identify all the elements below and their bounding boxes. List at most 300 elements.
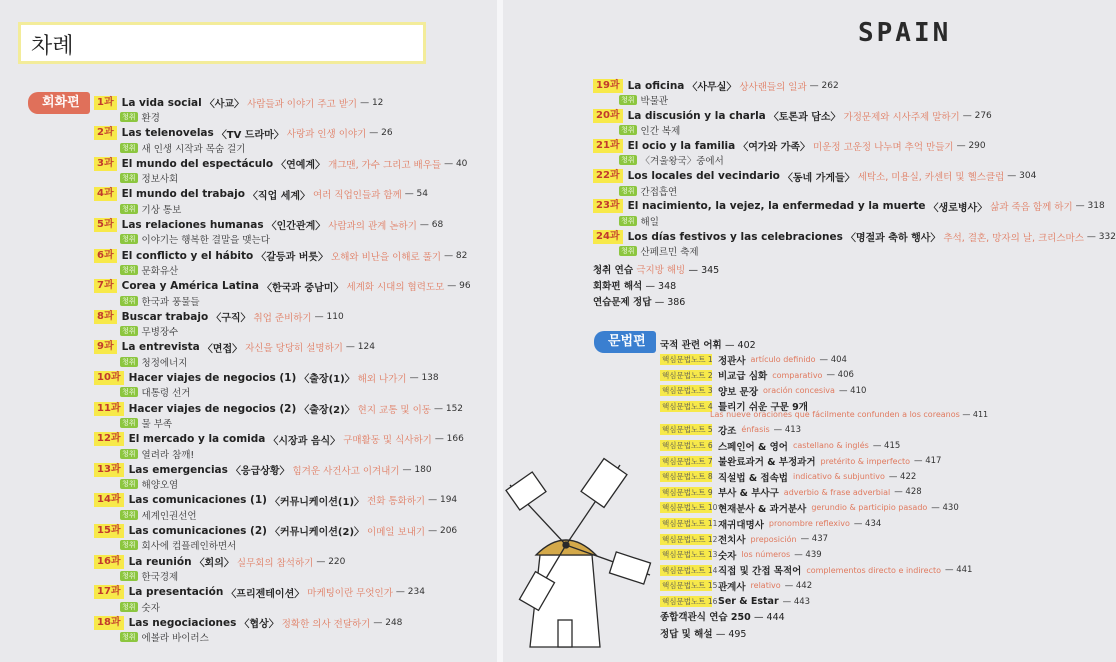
listening-topic: 간접흡연 — [640, 186, 678, 198]
lesson-title-es: Las relaciones humanas — [121, 218, 264, 231]
lesson-title-row — [94, 585, 494, 600]
grammar-note-badge: 핵심문법노트 9 — [662, 487, 713, 497]
lesson-number-badge: 12과 — [94, 432, 124, 446]
lesson-title-kr: 〈회의〉 — [194, 558, 234, 569]
lesson-page: — 138 — [409, 372, 439, 383]
grammar-note-title: 관계사 — [718, 581, 746, 593]
lesson-title-kr: 〈생로병사〉 — [928, 202, 988, 214]
grammar-note-item[interactable] — [660, 516, 881, 531]
lesson-item[interactable] — [593, 229, 1116, 258]
lesson-item[interactable] — [94, 401, 494, 430]
section-tag-conversation: 회화편 — [28, 92, 90, 114]
lesson-title-row — [94, 279, 494, 294]
lesson-listening-row — [593, 214, 993, 228]
listening-topic: 열려라 참깨! — [141, 449, 195, 461]
lesson-item[interactable] — [94, 340, 494, 369]
lesson-title-kr: 〈한국과 중남미〉 — [261, 282, 344, 294]
lesson-listening-row — [94, 263, 494, 277]
lesson-title-kr: 〈토론과 담소〉 — [768, 112, 841, 124]
lesson-subtitle: 취업 준비하기 — [253, 312, 312, 324]
lesson-title-kr: 〈커뮤니케이션(2)〉 — [269, 527, 365, 539]
lesson-item[interactable] — [94, 187, 494, 216]
lesson-page: — 276 — [962, 110, 992, 121]
lesson-page: — 180 — [402, 464, 432, 475]
lesson-page: — 96 — [447, 281, 471, 292]
lesson-listening-row — [593, 123, 993, 137]
lesson-item[interactable] — [94, 370, 494, 399]
lesson-title-row — [593, 78, 993, 93]
lesson-title-es: La reunión — [128, 555, 192, 568]
lesson-subtitle: 상사랜들의 일과 — [739, 81, 807, 93]
listening-chip: 청취 — [122, 143, 136, 152]
grammar-note-badge: 핵심문법노트 6 — [662, 441, 713, 450]
listening-topic: 숫자 — [141, 602, 160, 614]
lesson-title-row — [94, 432, 494, 447]
lesson-title-row — [94, 187, 494, 202]
listening-topic: 회사에 컴플레인하면서 — [141, 541, 237, 553]
lesson-page: — 304 — [1007, 171, 1037, 182]
lesson-title-row — [593, 108, 993, 123]
grammar-note-subtitle: indicativo & subjuntivo — [792, 472, 885, 482]
lesson-item[interactable] — [94, 462, 494, 491]
lesson-listening-row — [593, 184, 993, 198]
lesson-title-row — [94, 493, 494, 508]
lesson-number-badge: 14과 — [94, 493, 124, 507]
listening-topic: 기상 통보 — [141, 204, 182, 216]
extra-page: — 386 — [654, 297, 686, 308]
lesson-listening-row — [94, 202, 494, 216]
listening-chip: 청취 — [621, 96, 635, 104]
extra-item[interactable] — [593, 262, 719, 276]
lesson-title-es: Las telenovelas — [121, 127, 214, 140]
grammar-note-title: 현재분사 & 과거분사 — [718, 503, 807, 515]
listening-chip: 청취 — [621, 126, 635, 135]
lesson-subtitle: 구매활동 및 식사하기 — [343, 435, 432, 447]
lesson-item[interactable] — [94, 217, 494, 246]
lesson-title-es: El ocio y la familia — [627, 139, 736, 152]
grammar-note-title: 재귀대명사 — [718, 519, 764, 531]
lesson-page: — 332 — [1086, 231, 1116, 242]
grammar-note-badge: 핵심문법노트 16 — [662, 597, 718, 606]
lesson-listening-row — [94, 232, 494, 246]
listening-chip: 청취 — [122, 266, 136, 274]
lesson-listening-row — [94, 630, 494, 644]
grammar-note-badge: 핵심문법노트 13 — [662, 550, 718, 560]
lesson-number-badge: 20과 — [593, 109, 623, 123]
windmill-illustration — [500, 455, 660, 655]
listening-topic: 정보사회 — [141, 174, 179, 186]
lesson-item[interactable] — [94, 95, 494, 124]
lesson-page: — 26 — [369, 128, 393, 139]
extra-page: — 345 — [688, 265, 720, 276]
lesson-number-badge: 7과 — [94, 279, 117, 293]
grammar-note-page: — 434 — [853, 518, 882, 529]
lesson-number-badge: 21과 — [593, 139, 623, 153]
lesson-title-kr: 〈프리젠테이션〉 — [226, 588, 305, 600]
lesson-listening-row — [94, 171, 494, 185]
listening-chip: 청취 — [122, 602, 136, 611]
lesson-title-es: El mundo del trabajo — [121, 188, 245, 201]
lesson-page: — 82 — [444, 250, 468, 261]
lesson-title-row — [94, 156, 494, 171]
lesson-title-es: El mundo del espectáculo — [121, 157, 274, 170]
grammar-note-page: — 442 — [784, 580, 813, 591]
lesson-item[interactable] — [94, 126, 494, 155]
lesson-page: — 194 — [428, 495, 458, 506]
lesson-title-row — [593, 138, 993, 153]
lesson-listening-row — [593, 244, 993, 258]
extra-highlight: 극지방 해빙 — [636, 265, 686, 276]
listening-topic: 청정에너지 — [141, 357, 188, 369]
lesson-number-badge: 1과 — [94, 96, 117, 110]
listening-chip: 청취 — [122, 174, 136, 183]
lesson-item[interactable] — [593, 78, 993, 107]
lesson-item[interactable] — [94, 493, 494, 522]
lesson-title-row — [94, 95, 494, 110]
listening-chip: 청취 — [122, 633, 136, 642]
grammar-note-item[interactable] — [660, 547, 822, 562]
lesson-subtitle: 해외 나가기 — [357, 373, 407, 385]
listening-chip: 청취 — [122, 357, 136, 366]
lesson-number-badge: 6과 — [94, 249, 117, 263]
lesson-listening-row — [94, 110, 494, 124]
lesson-title-row — [94, 248, 494, 263]
final-label: 정답 및 해설 — [660, 629, 713, 640]
lesson-item[interactable] — [94, 279, 494, 308]
grammar-note-title: 불완료과거 & 부정과거 — [718, 457, 816, 469]
grammar-note-subtitle: complementos directo e indirecto — [806, 565, 942, 575]
lesson-listening-row — [593, 93, 993, 107]
grammar-note-badge: 핵심문법노트 1 — [662, 355, 713, 364]
lesson-item[interactable] — [94, 309, 494, 338]
grammar-note-title: Ser & Estar — [718, 596, 779, 607]
listening-topic: 박물관 — [640, 96, 669, 107]
lesson-title-kr: 〈시장과 음식〉 — [268, 435, 341, 447]
listening-chip: 청취 — [122, 480, 136, 489]
grammar-note-item[interactable] — [660, 454, 941, 469]
grammar-note-subtitle: gerundio & participio pasado — [811, 503, 928, 513]
lesson-number-badge: 18과 — [94, 616, 124, 630]
lesson-title-row — [593, 199, 1105, 214]
grammar-note-badge: 핵심문법노트 8 — [662, 472, 713, 482]
grammar-note-page: — 406 — [826, 370, 854, 381]
lesson-title-kr: 〈출장(2)〉 — [299, 405, 355, 416]
listening-topic: 물 부족 — [141, 419, 173, 430]
lesson-title-es: La discusión y la charla — [627, 109, 766, 122]
grammar-note-badge: 핵심문법노트 14 — [662, 565, 718, 575]
lesson-page: — 318 — [1075, 201, 1105, 212]
final-item[interactable] — [660, 609, 785, 623]
lesson-page: — 40 — [444, 158, 468, 169]
lesson-title-row — [94, 401, 494, 416]
grammar-note-item[interactable] — [660, 594, 810, 609]
listening-topic: 대통령 선거 — [141, 388, 191, 400]
listening-topic: 해일 — [640, 216, 659, 228]
grammar-note-page: — 413 — [773, 424, 802, 435]
lesson-title-kr: 〈동네 가게들〉 — [782, 172, 855, 184]
grammar-note-subtitle: los números — [741, 550, 791, 560]
listening-topic: 에볼라 바이러스 — [141, 633, 209, 645]
lesson-title-es: La oficina — [627, 79, 685, 92]
lesson-title-kr: 〈사교〉 — [204, 99, 245, 110]
lesson-title-kr: 〈명절과 축하 행사〉 — [845, 233, 941, 244]
lesson-number-badge: 2과 — [94, 126, 117, 140]
lesson-number-badge: 13과 — [94, 463, 124, 477]
lesson-listening-row — [94, 477, 494, 491]
lesson-title-kr: 〈협상〉 — [239, 619, 279, 631]
grammar-note-item[interactable] — [660, 368, 854, 383]
lesson-page: — 220 — [316, 556, 346, 567]
grammar-note-subtitle: preposición — [750, 534, 797, 544]
toc-title: 차례 — [31, 34, 74, 59]
lesson-subtitle: 자신을 당당히 설명하기 — [245, 343, 343, 355]
lesson-title-kr: 〈갈등과 버릇〉 — [256, 252, 329, 263]
grammar-intro-label: 국적 관련 어휘 — [660, 340, 722, 351]
lesson-number-badge: 17과 — [94, 585, 124, 599]
lesson-title-es: Las comunicaciones (1) — [128, 494, 267, 507]
lesson-number-badge: 16과 — [94, 555, 124, 569]
grammar-note-title: 스페인어 & 영어 — [718, 441, 788, 453]
listening-chip: 청취 — [122, 204, 136, 213]
lesson-title-row — [593, 229, 1116, 244]
lesson-title-kr: 〈면접〉 — [202, 343, 243, 355]
lesson-subtitle: 세탁소, 미용실, 카센터 및 헬스클럽 — [857, 172, 1005, 184]
listening-chip: 청취 — [122, 113, 136, 121]
lesson-item[interactable] — [593, 138, 993, 167]
lesson-subtitle: 사랑과 인생 이야기 — [286, 129, 367, 141]
lesson-title-es: La presentación — [128, 586, 224, 599]
section-tag-grammar: 문법편 — [594, 331, 656, 353]
grammar-note-item[interactable] — [660, 438, 900, 453]
lesson-title-es: La entrevista — [121, 341, 200, 354]
listening-topic: 환경 — [141, 113, 160, 124]
grammar-note-subtitle: castellano & inglés — [792, 441, 869, 450]
lesson-page: — 110 — [314, 311, 344, 322]
grammar-note-badge: 핵심문법노트 12 — [662, 534, 718, 544]
lesson-listening-row — [94, 416, 494, 430]
lesson-subtitle: 실무회의 참석하기 — [236, 557, 314, 569]
listening-topic: 무병장수 — [141, 327, 179, 339]
grammar-note-item[interactable] — [660, 500, 959, 515]
lesson-page: — 12 — [360, 97, 384, 108]
grammar-note-badge: 핵심문법노트 4 — [662, 401, 713, 411]
grammar-note-page: — 404 — [819, 354, 847, 365]
grammar-note-item[interactable] — [660, 469, 916, 484]
lesson-subtitle: 사람들과 이야기 주고 받기 — [247, 98, 358, 110]
grammar-note-subtitle: adverbio & frase adverbial — [783, 487, 891, 497]
listening-chip: 청취 — [621, 186, 635, 195]
grammar-note-item[interactable] — [660, 563, 972, 578]
extra-item[interactable] — [593, 294, 685, 308]
lesson-title-row — [94, 217, 494, 232]
lesson-title-kr: 〈여가와 가족〉 — [738, 142, 811, 154]
lesson-subtitle: 이메일 보내기 — [367, 526, 426, 538]
listening-chip: 청취 — [122, 327, 136, 336]
grammar-note-title: 직설법 & 접속법 — [718, 472, 788, 484]
lesson-title-es: El mercado y la comida — [128, 433, 266, 446]
lesson-title-es: El conflicto y el hábito — [121, 249, 254, 262]
lesson-title-row — [94, 462, 494, 477]
lesson-number-badge: 4과 — [94, 187, 117, 201]
lesson-item[interactable] — [94, 585, 494, 614]
grammar-note-page: — 437 — [800, 534, 829, 545]
lesson-title-kr: 〈연예계〉 — [276, 160, 326, 172]
lesson-number-badge: 10과 — [94, 371, 124, 385]
listening-chip: 청취 — [122, 541, 136, 550]
lesson-subtitle: 오해와 비난을 이해로 풀기 — [331, 251, 442, 263]
lesson-title-es: Los locales del vecindario — [627, 170, 780, 183]
lesson-subtitle: 여러 직업인들과 함께 — [313, 190, 402, 202]
lesson-title-es: Buscar trabajo — [121, 310, 209, 323]
lesson-item[interactable] — [94, 523, 494, 552]
lesson-page: — 124 — [345, 342, 375, 353]
lesson-number-badge: 11과 — [94, 402, 124, 416]
lesson-title-es: Las negociaciones — [128, 616, 237, 629]
grammar-note-page: — 428 — [894, 487, 922, 498]
lesson-title-es: La vida social — [121, 96, 202, 109]
grammar-note-badge: 핵심문법노트 7 — [662, 456, 713, 466]
grammar-note-page: — 443 — [782, 596, 811, 607]
lesson-title-row — [94, 370, 494, 385]
lesson-subtitle: 사람과의 관계 논하기 — [328, 220, 417, 232]
lesson-title-es: El nacimiento, la vejez, la enfermedad y la muerte — [627, 200, 926, 213]
lesson-title-row — [94, 309, 494, 324]
grammar-note-subtitle: pronombre reflexivo — [768, 519, 850, 528]
lesson-page: — 248 — [373, 617, 403, 628]
lesson-title-row — [94, 340, 494, 355]
grammar-note-page: — 441 — [945, 565, 973, 576]
listening-chip: 청취 — [122, 235, 136, 244]
listening-chip: 청취 — [621, 247, 635, 255]
lesson-listening-row — [94, 294, 494, 308]
grammar-note-page: — 410 — [838, 385, 867, 396]
grammar-note-title: 전치사 — [718, 535, 746, 547]
final-page: — 444 — [754, 612, 785, 623]
lesson-title-row — [94, 523, 494, 538]
listening-chip: 청취 — [621, 216, 635, 225]
lesson-item[interactable] — [94, 156, 494, 185]
grammar-note-badge: 핵심문법노트 10 — [662, 503, 718, 513]
lesson-title-row — [94, 126, 494, 141]
lesson-listening-row — [94, 538, 494, 552]
lesson-listening-row — [94, 385, 494, 399]
listening-topic: 세계인권선언 — [141, 510, 197, 522]
lesson-subtitle: 추석, 결혼, 망자의 날, 크리스마스 — [943, 232, 1084, 244]
lesson-listening-row — [94, 508, 494, 522]
extra-label: 청취 연습 — [593, 265, 634, 276]
lesson-subtitle: 마케팅이란 무엇인가 — [307, 588, 393, 600]
grammar-note-badge: 핵심문법노트 3 — [662, 386, 713, 396]
listening-chip: 청취 — [621, 156, 635, 165]
lesson-number-badge: 5과 — [94, 218, 117, 232]
extra-label: 연습문제 정답 — [593, 297, 652, 308]
grammar-note-item[interactable] — [660, 422, 801, 437]
lesson-subtitle: 가정문제와 시사주제 말하기 — [843, 111, 960, 123]
lesson-title-kr: 〈출장(1)〉 — [299, 374, 355, 386]
grammar-note-item[interactable] — [660, 485, 922, 500]
lesson-page: — 234 — [395, 587, 425, 598]
grammar-note-item[interactable] — [660, 383, 866, 398]
final-item[interactable] — [660, 626, 746, 640]
lesson-item[interactable] — [593, 108, 993, 137]
lesson-number-badge: 8과 — [94, 310, 117, 324]
listening-topic: 문화유산 — [141, 266, 179, 277]
listening-topic: 한국경제 — [141, 572, 179, 583]
grammar-note-item[interactable] — [660, 532, 828, 547]
lesson-title-es: Corea y América Latina — [121, 280, 259, 293]
lesson-title-es: Los días festivos y las celebraciones — [627, 230, 843, 243]
grammar-intro — [660, 337, 756, 351]
lesson-number-badge: 23과 — [593, 199, 623, 213]
lesson-number-badge: 9과 — [94, 340, 117, 354]
lesson-title-es: Las emergencias — [128, 463, 228, 476]
lesson-title-row — [94, 554, 494, 569]
listening-chip: 청취 — [122, 296, 136, 305]
grammar-intro-page: — 402 — [725, 340, 756, 351]
lesson-title-kr: 〈구직〉 — [211, 313, 251, 325]
listening-topic: 한국과 풍물들 — [141, 296, 200, 308]
lesson-item[interactable] — [94, 248, 494, 277]
lesson-subtitle: 전화 통화하기 — [367, 496, 426, 508]
lesson-listening-row — [94, 600, 494, 614]
lesson-item[interactable] — [94, 432, 494, 461]
lesson-item[interactable] — [94, 615, 494, 644]
lesson-title-kr: 〈응급상황〉 — [230, 466, 290, 478]
grammar-note-title: 숫자 — [718, 550, 737, 562]
grammar-note-badge: 핵심문법노트 11 — [662, 519, 718, 528]
grammar-note-title: 양보 문장 — [718, 386, 759, 398]
listening-chip: 청취 — [122, 388, 136, 397]
grammar-4-extra — [710, 410, 988, 419]
lesson-item[interactable] — [593, 199, 1105, 228]
grammar-note-title: 비교급 심화 — [718, 371, 768, 383]
lesson-number-badge: 22과 — [593, 169, 623, 183]
grammar-note-item[interactable] — [660, 352, 847, 367]
lesson-listening-row — [94, 324, 494, 338]
grammar-note-title: 틀리기 쉬운 구문 9개 — [718, 402, 808, 414]
lesson-title-kr: 〈사무실〉 — [687, 82, 737, 93]
lesson-item[interactable] — [94, 554, 494, 583]
lesson-page: — 54 — [404, 189, 429, 200]
final-page: — 495 — [715, 629, 747, 640]
lesson-subtitle: 현지 교통 및 이동 — [357, 404, 431, 416]
extra-item[interactable] — [593, 278, 676, 292]
grammar-note-subtitle: relativo — [750, 581, 781, 591]
lesson-title-kr: 〈직업 세계〉 — [247, 190, 311, 202]
lesson-number-badge: 19과 — [593, 79, 623, 93]
grammar-note-title: 직접 및 간접 목적어 — [718, 566, 802, 578]
grammar-note-item[interactable] — [660, 578, 812, 593]
grammar-note-page: — 430 — [931, 502, 959, 513]
lesson-number-badge: 24과 — [593, 230, 623, 244]
lesson-listening-row — [593, 153, 993, 167]
listening-chip: 청취 — [122, 510, 136, 519]
lesson-item[interactable] — [593, 169, 1037, 198]
lesson-subtitle: 정확한 의사 전달하기 — [281, 618, 371, 630]
listening-topic: 새 인생 시작과 목숨 걸기 — [141, 143, 246, 155]
lesson-listening-row — [94, 355, 494, 369]
lesson-page: — 152 — [433, 403, 464, 414]
lesson-title-es: Las comunicaciones (2) — [128, 524, 267, 537]
listening-topic: 해양오염 — [141, 480, 179, 492]
grammar-note-title: 부사 & 부사구 — [718, 488, 779, 500]
lesson-subtitle: 삶과 죽음 함께 하기 — [990, 202, 1073, 214]
listening-topic: 〈겨울왕국〉중에서 — [640, 156, 724, 168]
listening-topic: 산페르민 축제 — [640, 247, 699, 258]
lesson-listening-row — [94, 447, 494, 461]
listening-topic: 이야기는 행복한 결말을 맺는다 — [141, 235, 270, 247]
lesson-subtitle: 힘겨운 사건사고 이겨내기 — [292, 465, 400, 477]
